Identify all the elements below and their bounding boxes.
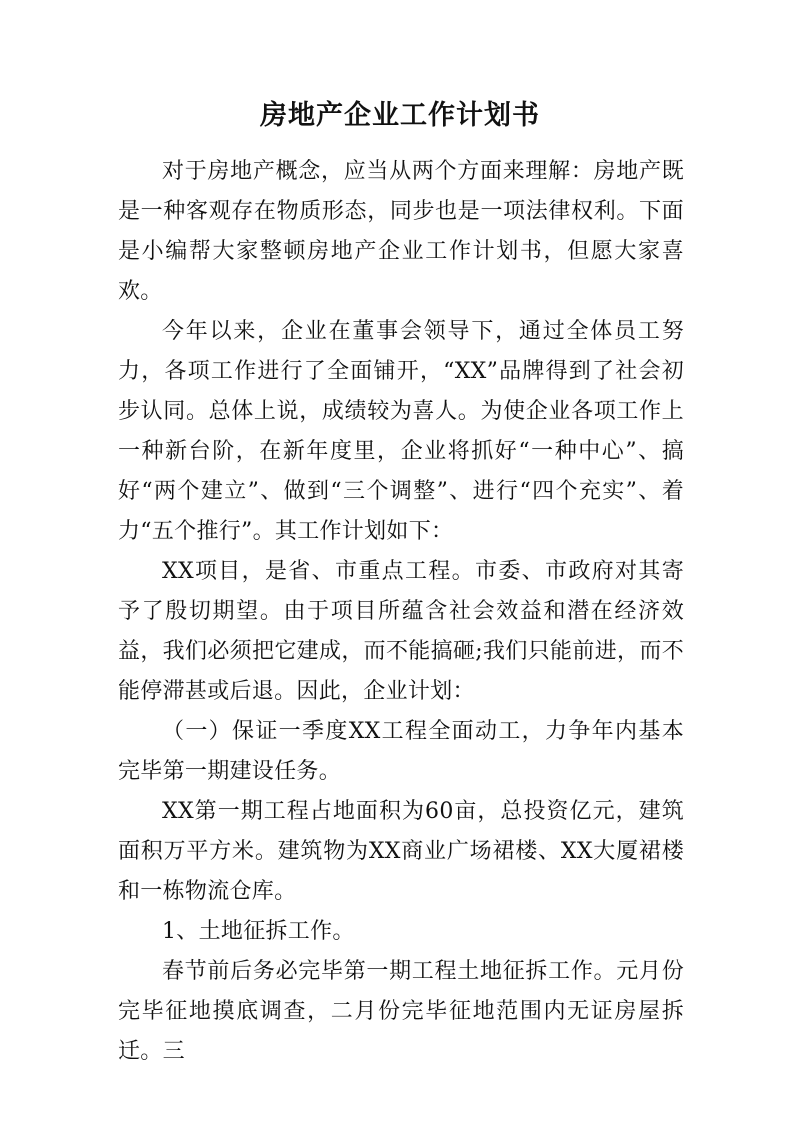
paragraph-land-work: 春节前后务必完毕第一期工程土地征拆工作。元月份完毕征地摸底调查，二月份完毕征地范围内无证房屋拆迁。三: [118, 959, 684, 1064]
paragraph-overview: 今年以来，企业在董事会领导下，通过全体员工努力，各项工作进行了全面铺开，“XX”品牌得到了社会初步认同。总体上说，成绩较为喜人。为使企业各项工作上一种新台阶，在新年度里，企业将抓好“一种中心”、搞好“两个建立”、做到“三个调整”、进行“四个充实”、着力“五个推行”。其工作计划如下：: [118, 319, 684, 544]
paragraph-phase-one: XX第一期工程占地面积为60亩，总投资亿元，建筑面积万平方米。建筑物为XX商业广场裙楼、XX大厦裙楼和一栋物流仓库。: [118, 799, 684, 904]
document-title: 房地产企业工作计划书: [260, 100, 540, 131]
paragraph-intro: 对于房地产概念，应当从两个方面来理解：房地产既是一种客观存在物质形态，同步也是一项法律权利。下面是小编帮大家整顿房地产企业工作计划书，但愿大家喜欢。: [118, 159, 684, 304]
paragraph-land-work-heading: 1、土地征拆工作。: [162, 919, 355, 944]
paragraph-section-one: （一）保证一季度XX工程全面动工，力争年内基本完毕第一期建设任务。: [118, 719, 684, 784]
paragraph-project: XX项目，是省、市重点工程。市委、市政府对其寄予了殷切期望。由于项目所蕴含社会效益和潜在经济效益，我们必须把它建成，而不能搞砸;我们只能前进，而不能停滞甚或后退。因此，企业计划：: [118, 559, 684, 704]
document-body: [118, 152, 684, 1072]
